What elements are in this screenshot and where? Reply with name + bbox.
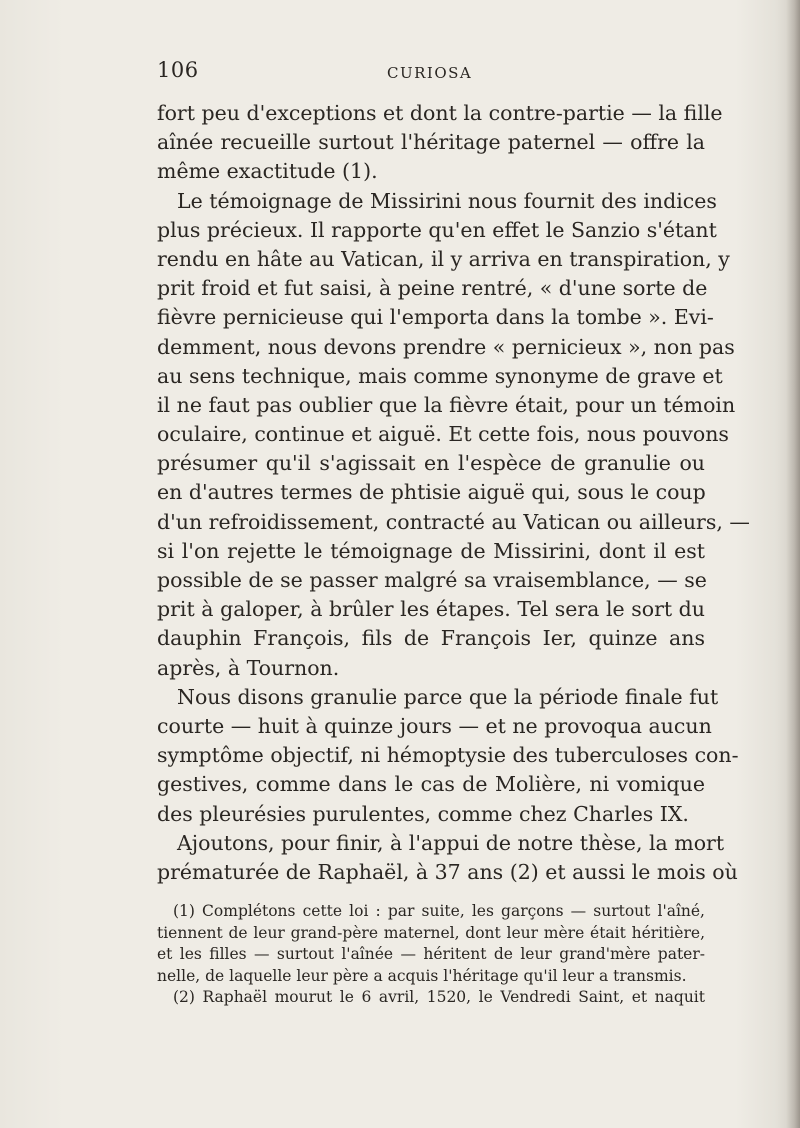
- footnote-line: et les filles — surtout l'aînée — héritent de leur grand'mère pater-: [157, 945, 705, 964]
- text-line: possible de se passer malgré sa vraisemblance, — se: [157, 568, 707, 592]
- text-line: aînée recueille surtout l'héritage paternel — offre la: [157, 130, 705, 155]
- footnote-line: tiennent de leur grand-père maternel, dont leur mère était héritière,: [157, 923, 705, 942]
- text-line: oculaire, continue et aiguë. Et cette fois, nous pouvons: [157, 422, 729, 447]
- page-edge-shadow: [786, 0, 800, 1128]
- footnote-line: (1) Complétons cette loi : par suite, les garçons — surtout l'aîné,: [173, 902, 705, 920]
- text-line: prit à galoper, à brûler les étapes. Tel sera le sort du: [157, 597, 705, 622]
- text-line: gestives, comme dans le cas de Molière, ni vomique: [157, 772, 705, 797]
- text-line: prit froid et fut saisi, à peine rentré, « d'une sorte de: [157, 276, 708, 301]
- text-line: fièvre pernicieuse qui l'emporta dans la tombe ». Evi-: [157, 305, 714, 330]
- body-text: [157, 99, 750, 887]
- text-line: plus précieux. Il rapporte qu'en effet le Sanzio s'étant: [157, 217, 717, 242]
- text-line: après, à Tournon.: [157, 655, 340, 680]
- footnote-line: (2) Raphaël mourut le 6 avril, 1520, le Vendredi Saint, et naquit: [173, 988, 705, 1007]
- text-line: il ne faut pas oublier que la fièvre était, pour un témoin: [157, 392, 736, 417]
- text-line: au sens technique, mais comme synonyme de grave et: [157, 363, 723, 388]
- footnotes: [157, 901, 705, 1009]
- text-line: d'un refroidissement, contracté au Vatican ou ailleurs, —: [157, 509, 750, 534]
- text-line: Le témoignage de Missirini nous fournit des indices: [177, 188, 717, 213]
- text-line: Nous disons granulie parce que la période finale fut: [177, 684, 719, 709]
- text-line: fort peu d'exceptions et dont la contre-partie — la fille: [157, 101, 723, 125]
- text-line: courte — huit à quinze jours — et ne provoqua aucun: [157, 713, 712, 738]
- text-line: Ajoutons, pour finir, à l'appui de notre thèse, la mort: [177, 830, 725, 855]
- text-line: en d'autres termes de phtisie aiguë qui, sous le coup: [157, 480, 706, 505]
- text-line: dauphin François, fils de François Ier, quinze ans: [157, 626, 705, 651]
- page-header: [157, 58, 705, 88]
- text-line: présumer qu'il s'agissait en l'espèce de granulie ou: [157, 451, 705, 476]
- page-number: 106: [157, 58, 199, 82]
- text-line: demment, nous devons prendre « pernicieux », non pas: [157, 334, 735, 359]
- text-line: si l'on rejette le témoignage de Missirini, dont il est: [157, 538, 705, 563]
- text-line: rendu en hâte au Vatican, il y arriva en transpiration, y: [157, 246, 730, 271]
- footnote-line: nelle, de laquelle leur père a acquis l'héritage qu'il leur a transmis.: [157, 966, 687, 985]
- text-line: des pleurésies purulentes, comme chez Charles IX.: [157, 801, 689, 826]
- running-title: CURIOSA: [387, 64, 473, 82]
- text-line: même exactitude (1).: [157, 159, 378, 184]
- text-line: symptôme objectif, ni hémoptysie des tuberculoses con-: [157, 743, 739, 768]
- text-line: prématurée de Raphaël, à 37 ans (2) et aussi le mois où: [157, 859, 738, 884]
